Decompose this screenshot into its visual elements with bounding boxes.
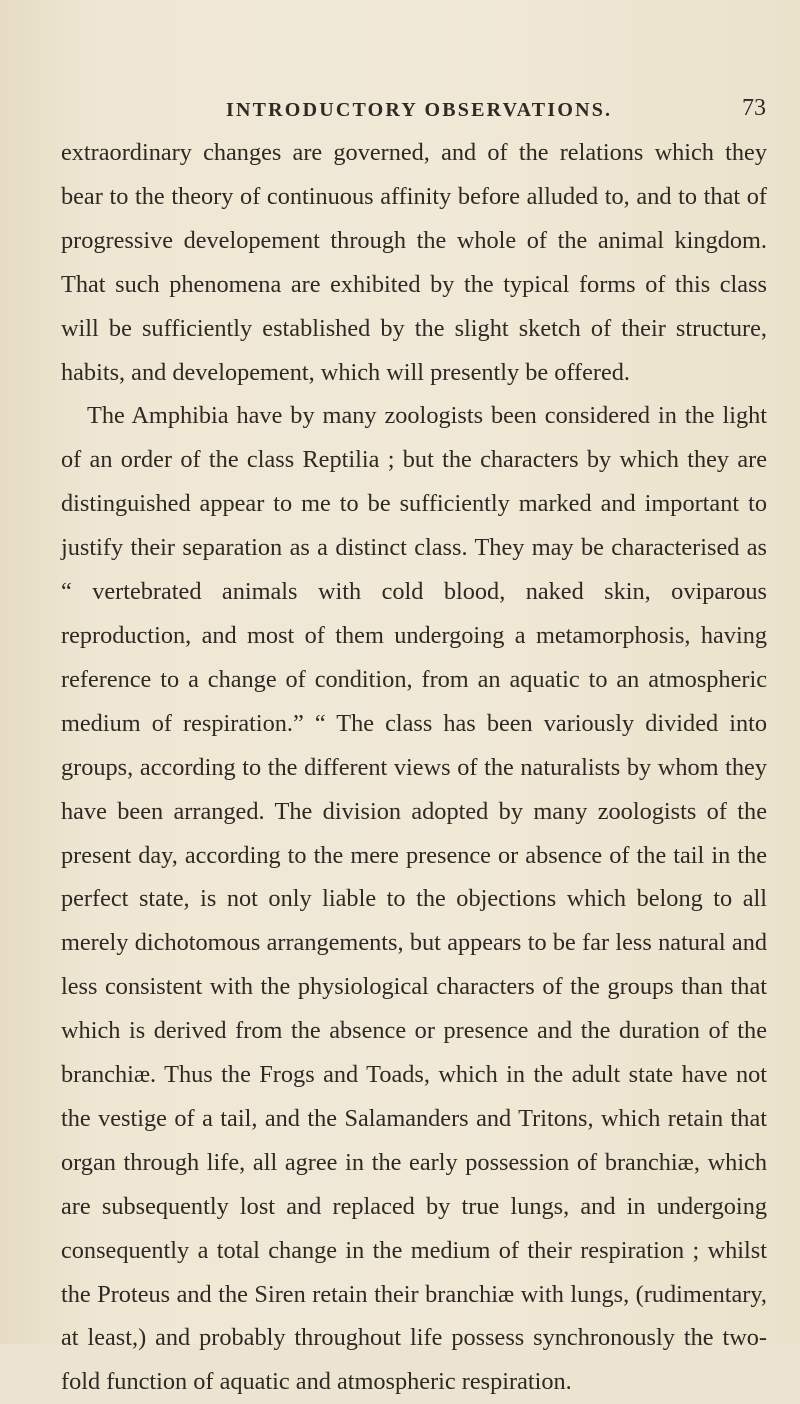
page-number: 73: [742, 95, 766, 121]
paragraph-continuation: extraordinary changes are governed, and of the relations which they bear to the theory of continuous affinity before alluded to, and to that of progressive developement through the whole of the animal kingdom. That such phenomena are exhibited by the typical forms of this class will be sufficiently established by the slight sketch of their structure, habits, and developement, which will presently be offered.: [61, 139, 767, 386]
paragraph-amphibia: The Amphibia have by many zoologists been considered in the light of an order of the class Reptilia ; but the characters by which they are distinguished appear to me to be sufficiently marked and important to justify their separation as a distinct class. They may be characterised as “ vertebrated animals with cold blood, naked skin, oviparous reproduction, and most of them undergoing a metamorphosis, having reference to a change of condition, from an aquatic to an atmospheric medium of respiration.” “ The class has been variously divided into groups, according to the different views of the naturalists by whom they have been arranged. The division adopted by many zoologists of the present day, according to the mere presence or absence of the tail in the perfect state, is not only liable to the objections which belong to all merely dichotomous arrangements, but appears to be far less natural and less consistent with the physiological characters of the groups than that which is derived from the absence or presence and the duration of the branchiæ. Thus the Frogs and Toads, which in the adult state have not the vestige of a tail, and the Salamanders and Tritons, which retain that organ through life, all agree in the early possession of branchiæ, which are subsequently lost and replaced by true lungs, and in undergoing consequently a total change in the medium of their respiration ; whilst the Proteus and the Siren retain their branchiæ with lungs, (rudimentary, at least,) and probably throughout life possess synchronously the two-fold function of aquatic and atmospheric respiration.: [61, 402, 767, 1396]
running-head: INTRODUCTORY OBSERVATIONS.: [226, 99, 613, 121]
page-header: [226, 95, 766, 127]
body-text: [61, 131, 767, 1404]
